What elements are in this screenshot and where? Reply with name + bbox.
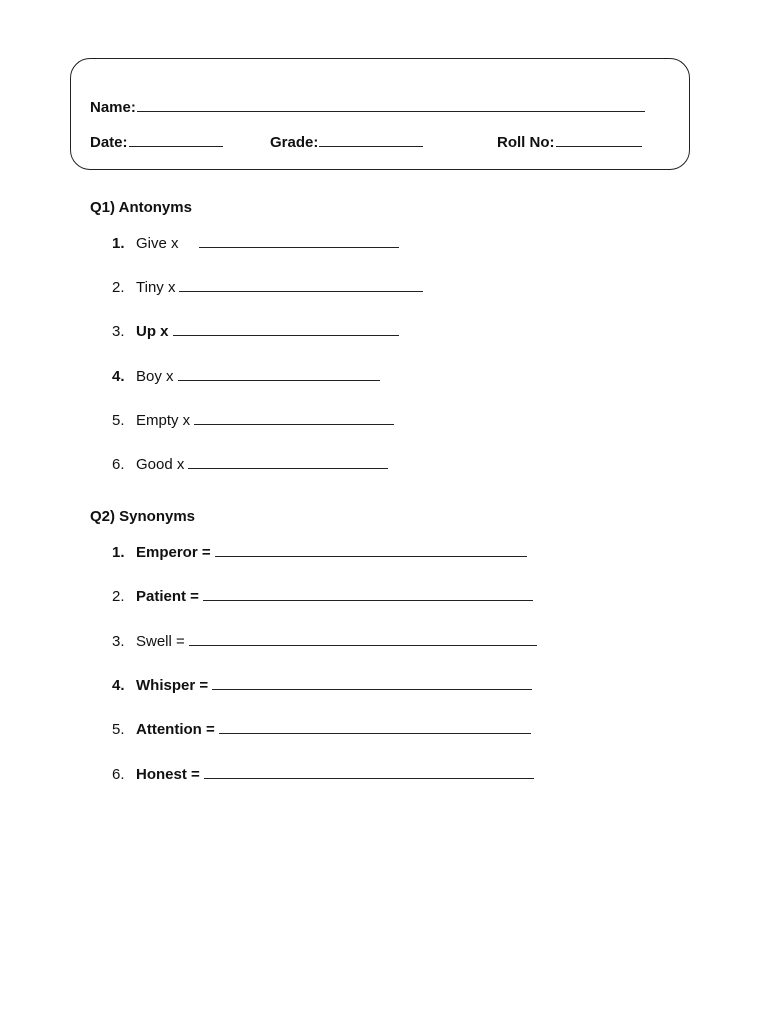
item-number: 5. (112, 721, 125, 738)
answer-blank[interactable] (173, 321, 399, 336)
roll-line (497, 131, 642, 151)
item-prompt: Give x (136, 235, 179, 252)
answer-blank[interactable] (212, 675, 532, 690)
synonym-item (112, 542, 527, 561)
synonym-item (112, 586, 533, 605)
answer-blank[interactable] (189, 631, 537, 646)
roll-label: Roll No: (497, 134, 555, 151)
name-label: Name: (90, 99, 136, 116)
grade-label: Grade: (270, 134, 319, 151)
grade-line (270, 131, 423, 151)
answer-blank[interactable] (194, 410, 394, 425)
antonym-item (112, 454, 388, 473)
item-prompt: Boy x (136, 368, 174, 385)
answer-blank[interactable] (203, 586, 533, 601)
item-prompt: Whisper = (136, 677, 209, 694)
antonym-item (112, 233, 399, 252)
item-number: 2. (112, 588, 125, 605)
item-number: 5. (112, 412, 125, 429)
answer-blank[interactable] (178, 366, 380, 381)
item-number: 3. (112, 323, 125, 340)
answer-blank[interactable] (219, 719, 531, 734)
answer-blank[interactable] (204, 764, 534, 779)
answer-blank[interactable] (179, 277, 423, 292)
item-number: 1. (112, 544, 125, 561)
antonym-item (112, 410, 394, 429)
synonym-item (112, 631, 537, 650)
answer-blank[interactable] (188, 454, 388, 469)
grade-field[interactable] (319, 131, 423, 147)
item-prompt: Honest = (136, 766, 200, 783)
synonym-item (112, 719, 531, 738)
date-line (90, 131, 223, 151)
item-number: 1. (112, 235, 125, 252)
antonym-item (112, 321, 399, 340)
antonyms-title: Q1) Antonyms (90, 199, 192, 216)
item-number: 6. (112, 766, 125, 783)
roll-field[interactable] (556, 131, 642, 147)
item-prompt: Attention = (136, 721, 215, 738)
item-prompt: Up x (136, 323, 169, 340)
item-number: 3. (112, 633, 125, 650)
item-prompt: Emperor = (136, 544, 211, 561)
answer-blank[interactable] (215, 542, 527, 557)
date-label: Date: (90, 134, 128, 151)
name-field[interactable] (137, 96, 645, 112)
date-field[interactable] (129, 131, 223, 147)
item-number: 2. (112, 279, 125, 296)
item-prompt: Tiny x (136, 279, 176, 296)
item-number: 6. (112, 456, 125, 473)
synonyms-title: Q2) Synonyms (90, 508, 196, 525)
item-number: 4. (112, 368, 125, 385)
antonym-item (112, 366, 380, 385)
item-prompt: Swell = (136, 633, 185, 650)
item-prompt: Empty x (136, 412, 191, 429)
synonym-item (112, 675, 532, 694)
item-number: 4. (112, 677, 125, 694)
antonym-item (112, 277, 423, 296)
item-prompt: Patient = (136, 588, 199, 605)
answer-blank[interactable] (199, 233, 399, 248)
name-line (90, 96, 645, 116)
item-prompt: Good x (136, 456, 185, 473)
synonym-item (112, 764, 534, 783)
